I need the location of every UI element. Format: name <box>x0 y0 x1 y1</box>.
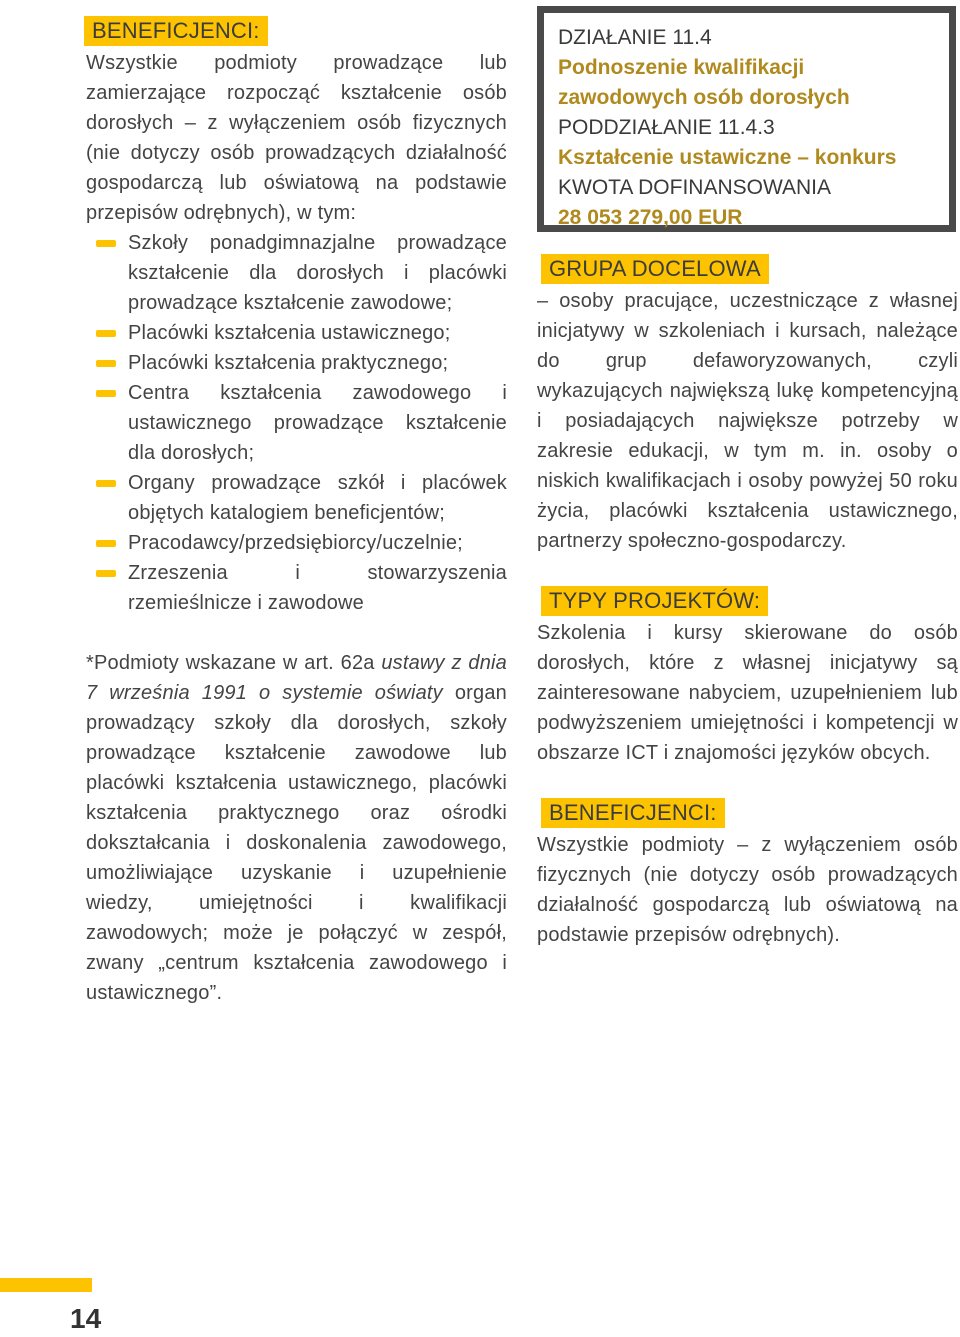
dash-bullet-icon <box>96 480 116 487</box>
list-item: Pracodawcy/przedsiębiorcy/uczelnie; <box>86 528 507 558</box>
right-column <box>537 254 958 950</box>
list-item: Zrzeszenia i stowarzyszenia rzemieślnicze i zawodowe <box>86 558 507 618</box>
dash-bullet-icon <box>96 540 116 547</box>
beneficjenci-list <box>86 228 507 618</box>
dash-bullet-icon <box>96 570 116 577</box>
list-item: Centra kształcenia zawodowego i ustawicznego prowadzące kształcenie dla dorosłych; <box>86 378 507 468</box>
list-item: Placówki kształcenia praktycznego; <box>86 348 507 378</box>
list-item: Szkoły ponadgimnazjalne prowadzące kształcenie dla dorosłych i placówki prowadzące kształcenie zawodowe; <box>86 228 507 318</box>
beneficjenci-right-section <box>537 798 958 950</box>
dzialanie-title: Podnoszenie kwalifikacji zawodowych osób dorosłych <box>558 56 850 109</box>
beneficjenci-section <box>86 16 507 618</box>
grupa-docelowa-text: – osoby pracujące, uczestniczące z własnej inicjatywy w szkoleniach i kursach, należące do grup defaworyzowanych, czyli wykazujących największą lukę kompetencyjną i posiadających największe potrzeby w zakresie edukacji, w tym m. in. osoby o niskich kwalifikacjach i osoby powyżej 50 roku życia, placówki kształcenia ustawicznego, partnerzy społeczno-gospodarczy. <box>537 290 958 552</box>
dzialanie-line: DZIAŁANIE 11.4 <box>558 26 712 49</box>
typy-projektow-heading: TYPY PROJEKTÓW: <box>541 586 768 616</box>
poddzialanie-line: PODDZIAŁANIE 11.4.3 <box>558 116 775 139</box>
typy-projektow-text: Szkolenia i kursy skierowane do osób dorosłych, które z własnej inicjatywy są zainteresowane nabyciem, uzupełnieniem lub podwyższeniem umiejętności i kompetencji w obszarze ICT i znajomości języków obcych. <box>537 622 958 764</box>
beneficjenci-right-heading: BENEFICJENCI: <box>541 798 725 828</box>
poddzialanie-title: Kształcenie ustawiczne – konkurs <box>558 146 897 169</box>
dash-bullet-icon <box>96 360 116 367</box>
footnote: *Podmioty wskazane w art. 62a ustawy z dnia 7 września 1991 o systemie oświaty organ prowadzący szkoły dla dorosłych, szkoły prowadzące kształcenie zawodowe lub placówki kształcenia ustawicznego, placówki kształcenia praktycznego oraz ośrodki dokształcania i doskonalenia zawodowego, umożliwiające uzyskanie i uzupełnienie wiedzy, umiejętności i kwalifikacji zawodowych; może je połączyć w zespół, zwany „centrum kształcenia zawodowego i ustawicznego”. <box>86 652 507 1004</box>
beneficjenci-right-text: Wszystkie podmioty – z wyłączeniem osób fizycznych (nie dotyczy osób prowadzących działalność gospodarczą lub oświatową na podstawie przepisów odrębnych). <box>537 834 958 946</box>
grupa-docelowa-section <box>537 254 958 556</box>
dash-bullet-icon <box>96 390 116 397</box>
beneficjenci-intro: Wszystkie podmioty prowadzące lub zamierzające rozpocząć kształcenie osób dorosłych – z wyłączeniem osób fizycznych (nie dotyczy osób prowadzących działalność gospodarczą lub oświatową na podstawie przepisów odrębnych), w tym: <box>86 52 507 224</box>
typy-projektow-section <box>537 586 958 768</box>
kwota-value: 28 053 279,00 EUR <box>558 206 743 229</box>
grupa-docelowa-heading: GRUPA DOCELOWA <box>541 254 769 284</box>
left-column <box>86 14 507 1008</box>
kwota-label: KWOTA DOFINANSOWANIA <box>558 176 832 199</box>
dash-bullet-icon <box>96 330 116 337</box>
page-accent-bar <box>0 1278 92 1292</box>
page-number: 14 <box>70 1303 102 1334</box>
program-info-box <box>537 6 956 232</box>
list-item: Placówki kształcenia ustawicznego; <box>86 318 507 348</box>
list-item: Organy prowadzące szkół i placówek objętych katalogiem beneficjentów; <box>86 468 507 528</box>
beneficjenci-heading: BENEFICJENCI: <box>84 16 268 46</box>
dash-bullet-icon <box>96 240 116 247</box>
